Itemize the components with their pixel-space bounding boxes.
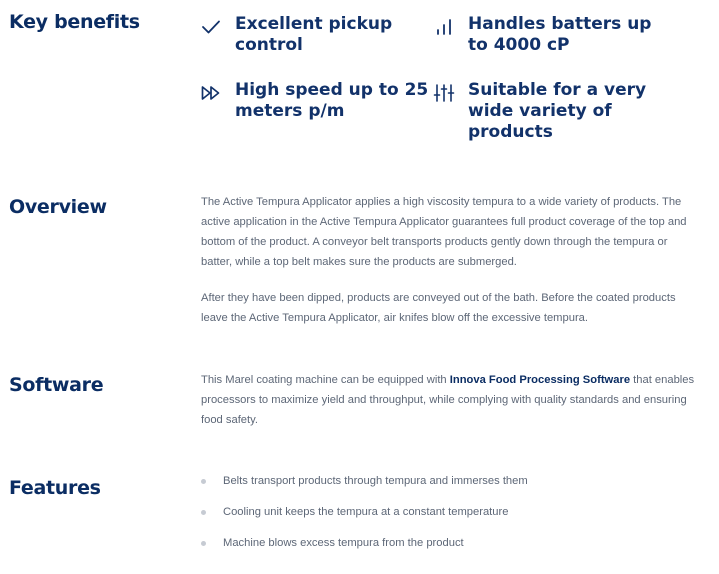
feature-text: Cooling unit keeps the tempura at a constant temperature <box>223 506 509 518</box>
benefit-item <box>200 80 430 122</box>
feature-list-item <box>201 506 508 518</box>
overview-paragraph: After they have been dipped, products are conveyed out of the bath. Before the coated products leave the Active Tempura Applicator, air knifes blow off the excessive tempura. <box>201 292 676 324</box>
feature-text: Machine blows excess tempura from the product <box>223 537 464 549</box>
key-benefits-heading: Key benefits <box>9 11 140 33</box>
software-text-after: that enables processors to maximize yield and throughput, while complying with quality standards and ensuring food safety. <box>201 374 695 426</box>
bullet-icon <box>201 510 206 515</box>
benefit-item <box>433 80 663 143</box>
software-heading: Software <box>9 374 104 396</box>
check-icon <box>200 16 222 38</box>
benefit-item <box>200 14 430 56</box>
features-heading: Features <box>9 477 101 499</box>
benefit-text: Suitable for a very wide variety of products <box>468 80 647 142</box>
feature-list-item <box>201 537 464 549</box>
bar-chart-icon <box>433 16 455 38</box>
fast-forward-icon <box>200 82 222 104</box>
feature-list-item <box>201 475 528 487</box>
overview-heading: Overview <box>9 196 107 218</box>
bullet-icon <box>201 479 206 484</box>
sliders-icon <box>433 82 455 104</box>
overview-paragraph: The Active Tempura Applicator applies a high viscosity tempura to a wide variety of products. The active application in the Active Tempura Applicator guarantees full product coverage of the top and bottom of the product. A conveyor belt transports products gently down through the tempura or batter, while a top belt makes sure the products are submerged. <box>201 196 687 268</box>
benefit-item <box>433 14 663 56</box>
bullet-icon <box>201 541 206 546</box>
feature-text: Belts transport products through tempura and immerses them <box>223 475 528 487</box>
benefit-text: Handles batters up to 4000 cP <box>468 14 652 55</box>
benefit-text: High speed up to 25 meters p/m <box>235 80 429 121</box>
benefit-text: Excellent pickup control <box>235 14 393 55</box>
software-text-before: This Marel coating machine can be equipped with <box>201 374 450 386</box>
software-paragraph <box>201 370 696 430</box>
innova-software-link[interactable]: Innova Food Processing Software <box>449 374 631 386</box>
